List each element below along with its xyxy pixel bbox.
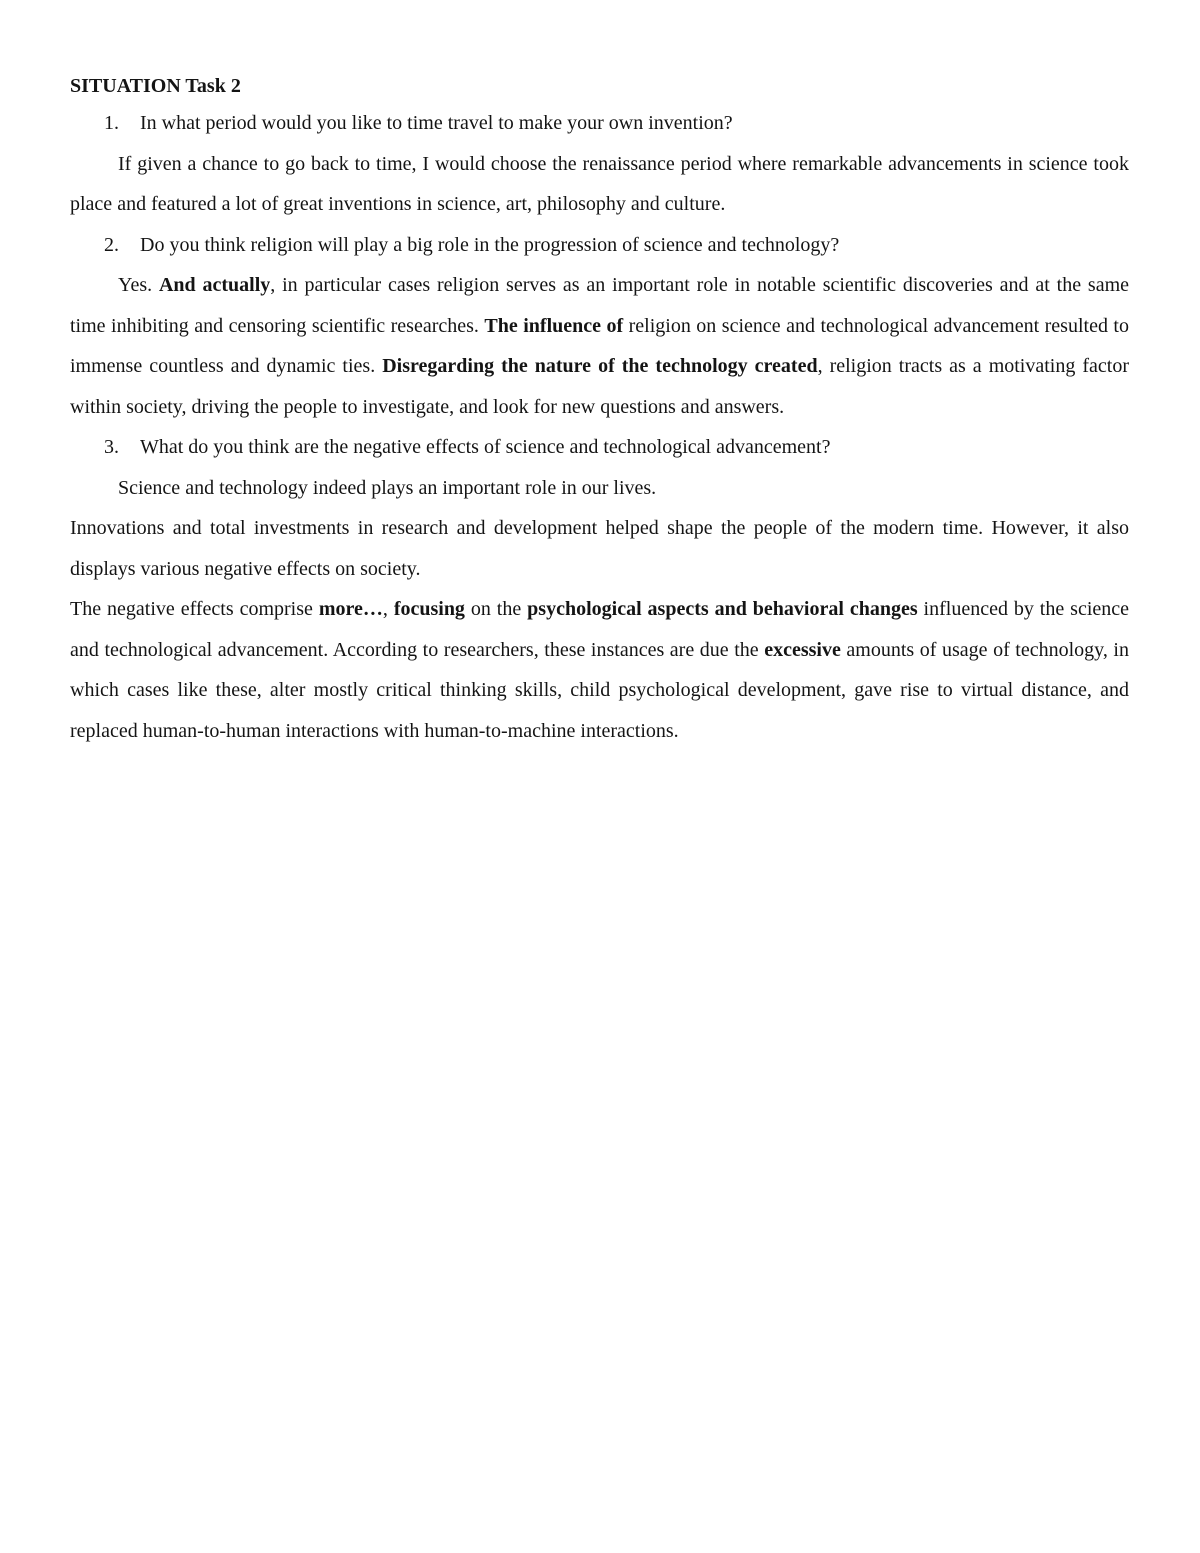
- question-number: 3.: [104, 436, 119, 458]
- answer-text: , in particular cases religion serves as an important role in notable scientific discoveries and at the same time inhibiting and censoring scientific researches.: [70, 274, 1130, 337]
- answer-text: amounts of usage of technology, in which cases like these, alter mostly critical thinking skills, child psychological development, gave rise to virtual distance, and replaced human-to-human interactions with human-to-machine interactions.: [70, 638, 1129, 742]
- answer-3-paragraph-1: Science and technology indeed plays an important role in our lives.: [118, 476, 657, 499]
- answer-text: ,: [382, 598, 394, 620]
- answer-text: Yes.: [118, 274, 159, 296]
- answer-2: [70, 265, 1129, 427]
- bold-phrase: Disregarding the nature of the technology created: [382, 355, 818, 377]
- bold-phrase: The influence of: [484, 314, 624, 337]
- question-2: [70, 225, 1129, 266]
- document-page: [70, 70, 1129, 751]
- answer-text: The negative effects comprise: [70, 598, 319, 620]
- bold-phrase: And actually: [158, 274, 271, 296]
- question-text: What do you think are the negative effects of science and technological advancement?: [140, 436, 831, 458]
- answer-text: influenced by the science and technological advancement. According to researchers, these instances are due the: [70, 598, 1130, 661]
- question-text: Do you think religion will play a big role in the progression of science and technology?: [140, 233, 840, 256]
- question-3: [70, 427, 1129, 468]
- bold-phrase: more…: [318, 598, 383, 620]
- answer-text: , religion tracts as a motivating factor within society, driving the people to investigate, and look for new questions and answers.: [70, 355, 1129, 418]
- answer-text: on the: [464, 598, 528, 620]
- document-title: SITUATION Task 2: [70, 75, 241, 97]
- answer-text: religion on science and technological advancement resulted to immense countless and dynamic ties.: [70, 314, 1129, 377]
- answer-1: If given a chance to go back to time, I would choose the renaissance period where remarkable advancements in science took place and featured a lot of great inventions in science, art, philosophy and culture.: [70, 152, 1129, 215]
- bold-phrase: focusing: [393, 598, 465, 620]
- question-number: 1.: [104, 112, 119, 134]
- bold-phrase: psychological aspects and behavioral changes: [527, 598, 918, 620]
- question-1: [70, 103, 1129, 144]
- bold-phrase: excessive: [764, 638, 841, 661]
- answer-3-paragraph-3: [70, 589, 1129, 751]
- answer-3-paragraph-2: Innovations and total investments in research and development helped shape the people of the modern time. However, it also displays various negative effects on society.: [70, 517, 1129, 580]
- question-number: 2.: [104, 233, 119, 256]
- question-text: In what period would you like to time travel to make your own invention?: [140, 112, 733, 134]
